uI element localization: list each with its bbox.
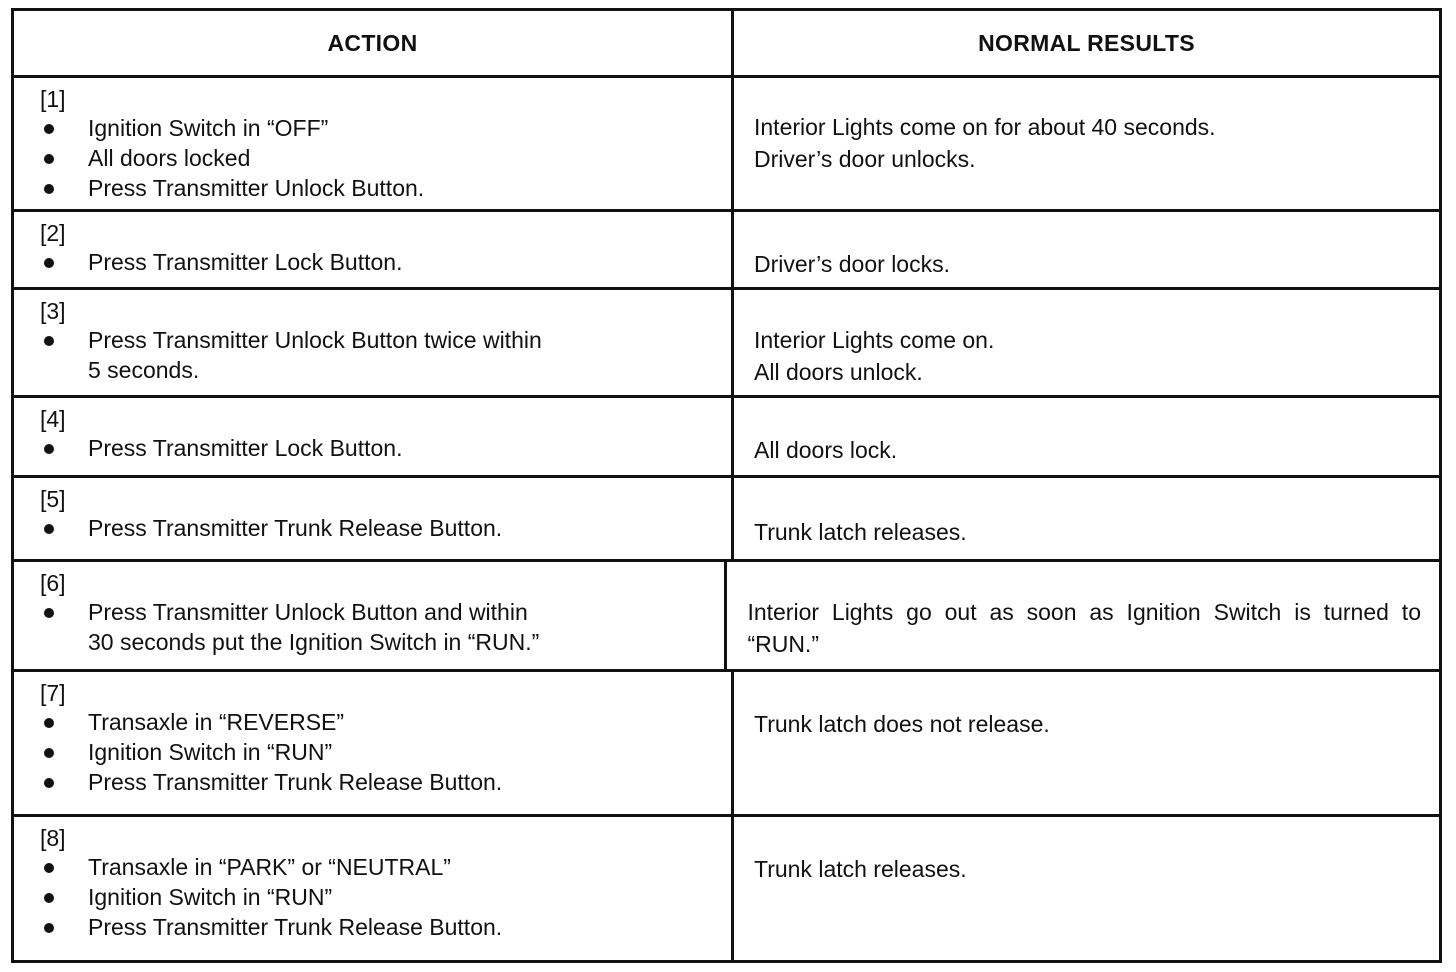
- bullet-icon: [44, 336, 54, 346]
- table-row: [14, 78, 1439, 212]
- action-cell: [14, 212, 734, 287]
- action-list: [40, 597, 714, 657]
- result-text: Trunk latch releases.: [754, 856, 967, 882]
- action-cell: [14, 290, 734, 395]
- bullet-icon: [44, 863, 54, 873]
- list-item: [40, 707, 721, 737]
- step-number: [6]: [40, 570, 66, 596]
- bullet-icon: [44, 718, 54, 728]
- action-results-table: [11, 8, 1442, 963]
- list-item: [40, 173, 721, 203]
- action-list: [40, 113, 721, 203]
- table-header: [14, 11, 1439, 78]
- bullet-icon: [44, 893, 54, 903]
- action-cell: [14, 78, 734, 209]
- list-item: [40, 113, 721, 143]
- step-number: [2]: [40, 220, 66, 246]
- result-cell: [727, 562, 1439, 669]
- action-list: [40, 325, 721, 385]
- action-cell: [14, 562, 727, 669]
- action-text: Ignition Switch in “OFF”: [88, 115, 329, 141]
- action-cell: [14, 398, 734, 475]
- action-text: Press Transmitter Unlock Button and within 30 seconds put the Ignition Switch in “RUN.”: [88, 599, 540, 655]
- table-row: [14, 478, 1439, 562]
- bullet-icon: [44, 184, 54, 194]
- action-text: Press Transmitter Lock Button.: [88, 435, 403, 461]
- table-row: [14, 290, 1439, 398]
- action-text: Ignition Switch in “RUN”: [88, 739, 333, 765]
- bullet-icon: [44, 524, 54, 534]
- result-text: Trunk latch releases.: [754, 519, 967, 545]
- bullet-icon: [44, 778, 54, 788]
- bullet-icon: [44, 748, 54, 758]
- action-list: [40, 513, 721, 543]
- list-item: [40, 767, 721, 797]
- table-row: [14, 212, 1439, 290]
- step-number: [8]: [40, 825, 66, 851]
- bullet-icon: [44, 923, 54, 933]
- result-cell: [734, 672, 1439, 814]
- action-list: [40, 247, 721, 277]
- result-cell: [734, 817, 1439, 960]
- bullet-icon: [44, 608, 54, 618]
- result-text: Interior Lights come on. All doors unlock.: [754, 327, 995, 385]
- header-action: ACTION: [14, 11, 734, 75]
- result-text: All doors lock.: [754, 437, 898, 463]
- step-number: [3]: [40, 298, 66, 324]
- bullet-icon: [44, 258, 54, 268]
- result-cell: [734, 290, 1439, 395]
- result-text: Interior Lights come on for about 40 seconds. Driver’s door unlocks.: [754, 114, 1216, 172]
- step-number: [1]: [40, 86, 66, 112]
- list-item: [40, 433, 721, 463]
- table-row: [14, 562, 1439, 672]
- header-normal-results: NORMAL RESULTS: [978, 29, 1195, 56]
- action-text: Ignition Switch in “RUN”: [88, 884, 333, 910]
- table-row: [14, 672, 1439, 817]
- list-item: [40, 143, 721, 173]
- result-cell: [734, 212, 1439, 287]
- action-list: [40, 433, 721, 463]
- action-list: [40, 707, 721, 797]
- result-text: Driver’s door locks.: [754, 251, 950, 277]
- list-item: [40, 513, 721, 543]
- result-text: Interior Lights go out as soon as Ignition Switch is turned to “RUN.”: [747, 599, 1421, 657]
- bullet-icon: [44, 124, 54, 134]
- action-list: [40, 852, 721, 942]
- action-text: Press Transmitter Trunk Release Button.: [88, 914, 503, 940]
- action-text: Press Transmitter Trunk Release Button.: [88, 769, 503, 795]
- action-text: Press Transmitter Unlock Button twice within 5 seconds.: [88, 327, 542, 383]
- list-item: [40, 325, 721, 385]
- list-item: [40, 882, 721, 912]
- action-text: Transaxle in “REVERSE”: [88, 709, 345, 735]
- list-item: [40, 852, 721, 882]
- list-item: [40, 912, 721, 942]
- result-cell: [734, 78, 1439, 209]
- action-cell: [14, 478, 734, 559]
- step-number: [5]: [40, 486, 66, 512]
- result-text: Trunk latch does not release.: [754, 711, 1050, 737]
- step-number: [4]: [40, 406, 66, 432]
- action-text: Press Transmitter Unlock Button.: [88, 175, 425, 201]
- list-item: [40, 737, 721, 767]
- result-cell: [734, 398, 1439, 475]
- action-text: Transaxle in “PARK” or “NEUTRAL”: [88, 854, 451, 880]
- table-row: [14, 817, 1439, 960]
- action-text: All doors locked: [88, 145, 251, 171]
- bullet-icon: [44, 444, 54, 454]
- list-item: [40, 597, 714, 657]
- action-cell: [14, 672, 734, 814]
- list-item: [40, 247, 721, 277]
- bullet-icon: [44, 154, 54, 164]
- table-row: [14, 398, 1439, 478]
- result-cell: [734, 478, 1439, 559]
- action-text: Press Transmitter Trunk Release Button.: [88, 515, 503, 541]
- action-text: Press Transmitter Lock Button.: [88, 249, 403, 275]
- action-cell: [14, 817, 734, 960]
- step-number: [7]: [40, 680, 66, 706]
